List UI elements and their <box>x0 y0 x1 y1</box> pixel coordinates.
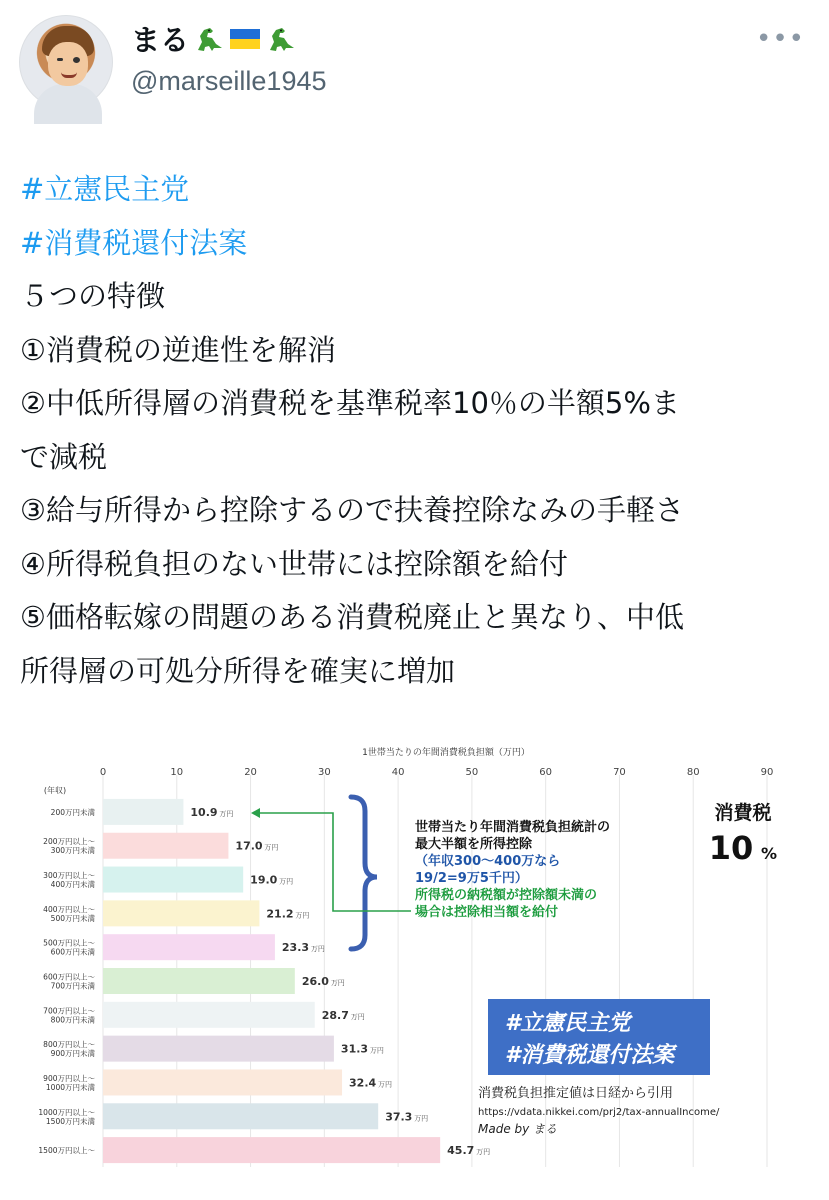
category-label: 700万円未満 <box>50 981 95 991</box>
annotation-text: 19/2=9万5千円） <box>415 871 528 886</box>
category-label: 600万円未満 <box>50 947 95 957</box>
tax-badge-value: 10 <box>708 829 754 867</box>
data-label: 26.0 <box>301 975 329 988</box>
bar <box>103 867 243 893</box>
category-label: 1000万円以上～ <box>38 1107 95 1117</box>
hashtag-box-text: #消費税還付法案 <box>505 1043 675 1068</box>
ukraine-flag-icon <box>229 23 261 55</box>
data-label-unit: 万円 <box>295 911 310 920</box>
data-label: 17.0 <box>235 839 263 853</box>
avatar[interactable] <box>19 15 113 109</box>
x-tick-label: 20 <box>244 767 257 778</box>
annotation-text: （年収300～400万なら <box>415 854 561 869</box>
x-tick-label: 60 <box>539 767 553 778</box>
display-name[interactable]: まる <box>131 25 190 57</box>
bar <box>103 934 275 960</box>
category-label: 1500万円以上～ <box>38 1146 95 1156</box>
bar <box>103 1137 440 1163</box>
brace-shape <box>351 797 377 949</box>
data-label: 32.4 <box>349 1076 377 1090</box>
arrow-head <box>251 808 260 818</box>
category-label: 400万円以上～ <box>43 904 95 914</box>
data-label: 37.3 <box>385 1110 413 1124</box>
data-label-unit: 万円 <box>369 1046 384 1055</box>
data-label: 45.7 <box>447 1144 475 1158</box>
more-options-icon[interactable]: ••• <box>755 24 805 54</box>
category-label: 300万円未満 <box>50 846 95 856</box>
hashtag-box-text: #立憲民主党 <box>505 1011 631 1036</box>
x-tick-label: 80 <box>686 767 700 778</box>
category-label: 1000万円未満 <box>45 1082 95 1092</box>
data-label: 23.3 <box>281 941 310 955</box>
category-label: 300万円以上～ <box>43 871 95 881</box>
bar <box>103 1002 315 1028</box>
data-label: 10.9 <box>190 805 218 819</box>
tweet-line: ⑤価格転嫁の問題のある消費税廃止と異なり、中低 <box>20 600 684 634</box>
tweet-line: ②中低所得層の消費税を基準税率10％の半額5%ま <box>20 386 680 420</box>
category-label: 800万円未満 <box>50 1015 95 1025</box>
dinosaur-icon <box>193 23 225 55</box>
data-label-unit: 万円 <box>310 945 325 954</box>
chart-title: 1世帯当たりの年間消費税負担額（万円） <box>362 748 530 758</box>
credit-text: Made by まる <box>478 1122 558 1136</box>
source-url: https://vdata.nikkei.com/prj2/tax-annualIncome/ <box>478 1107 720 1118</box>
data-label-unit: 万円 <box>279 877 294 886</box>
tweet-line: ５つの特徴 <box>20 279 166 313</box>
tweet-header <box>0 0 829 130</box>
bar <box>103 968 295 994</box>
category-label: 500万円以上～ <box>43 938 95 948</box>
data-label-unit: 万円 <box>264 843 279 852</box>
category-label: 200万円以上～ <box>43 837 95 847</box>
bar <box>103 1103 378 1129</box>
arrow-line <box>258 813 411 911</box>
x-tick-label: 10 <box>170 767 184 778</box>
data-label: 21.2 <box>266 907 294 921</box>
hashtag-link[interactable]: #消費税還付法案 <box>20 225 248 260</box>
data-label: 19.0 <box>250 873 278 887</box>
tweet-line: で減税 <box>20 439 108 474</box>
x-tick-label: 70 <box>613 767 626 778</box>
bar <box>103 1069 342 1095</box>
category-label: 700万円以上～ <box>43 1006 95 1016</box>
category-label: 900万円以上～ <box>43 1073 95 1083</box>
y-axis-label: (年収) <box>43 786 67 795</box>
annotation-text: 世帯当たり年間消費税負担統計の <box>415 820 611 835</box>
x-tick-label: 50 <box>465 767 479 778</box>
category-label: 900万円未満 <box>50 1049 95 1059</box>
bar <box>103 1036 334 1062</box>
category-label: 1500万円未満 <box>45 1116 95 1126</box>
annotation-text: 最大半額を所得控除 <box>415 837 533 852</box>
category-label: 200万円未満 <box>50 807 95 817</box>
user-handle[interactable]: @marseille1945 <box>131 66 327 96</box>
tweet-line: ③給与所得から控除するので扶養控除なみの手軽さ <box>20 493 684 527</box>
bar-chart <box>38 735 799 1175</box>
tweet-text <box>20 163 815 698</box>
category-label: 600万円以上～ <box>43 972 95 982</box>
data-label-unit: 万円 <box>414 1114 429 1123</box>
x-tick-label: 90 <box>760 767 774 778</box>
annotation-text: 場合は控除相当額を給付 <box>415 905 559 920</box>
category-label: 400万円未満 <box>50 880 95 890</box>
hashtag-link[interactable]: #立憲民主党 <box>20 172 190 206</box>
data-label-unit: 万円 <box>350 1012 365 1021</box>
x-tick-label: 30 <box>317 767 331 778</box>
data-label-unit: 万円 <box>330 979 345 987</box>
x-tick-label: 0 <box>99 767 107 778</box>
tweet-line: ①消費税の逆進性を解消 <box>20 332 336 367</box>
data-label-unit: 万円 <box>378 1080 393 1089</box>
chart-image[interactable] <box>38 735 799 1175</box>
data-label-unit: 万円 <box>219 809 234 818</box>
bar <box>103 833 228 859</box>
tweet-line: 所得層の可処分所得を確実に増加 <box>20 653 456 688</box>
tax-badge-unit: % <box>760 844 778 863</box>
x-tick-label: 40 <box>391 767 405 778</box>
tweet-line: ④所得税負担のない世帯には控除額を給付 <box>20 546 568 581</box>
bar <box>103 900 259 926</box>
display-name-row[interactable] <box>131 18 297 59</box>
tax-badge-label: 消費税 <box>714 802 772 824</box>
category-label: 500万円未満 <box>50 913 95 923</box>
data-label: 31.3 <box>340 1042 369 1056</box>
bar <box>103 799 183 825</box>
annotation-text: 所得税の納税額が控除額未満の <box>415 888 598 903</box>
source-text: 消費税負担推定値は日経から引用 <box>478 1086 674 1101</box>
data-label-unit: 万円 <box>476 1148 491 1157</box>
dinosaur-icon <box>265 23 297 55</box>
category-label: 800万円以上～ <box>43 1040 95 1050</box>
data-label: 28.7 <box>321 1008 349 1022</box>
